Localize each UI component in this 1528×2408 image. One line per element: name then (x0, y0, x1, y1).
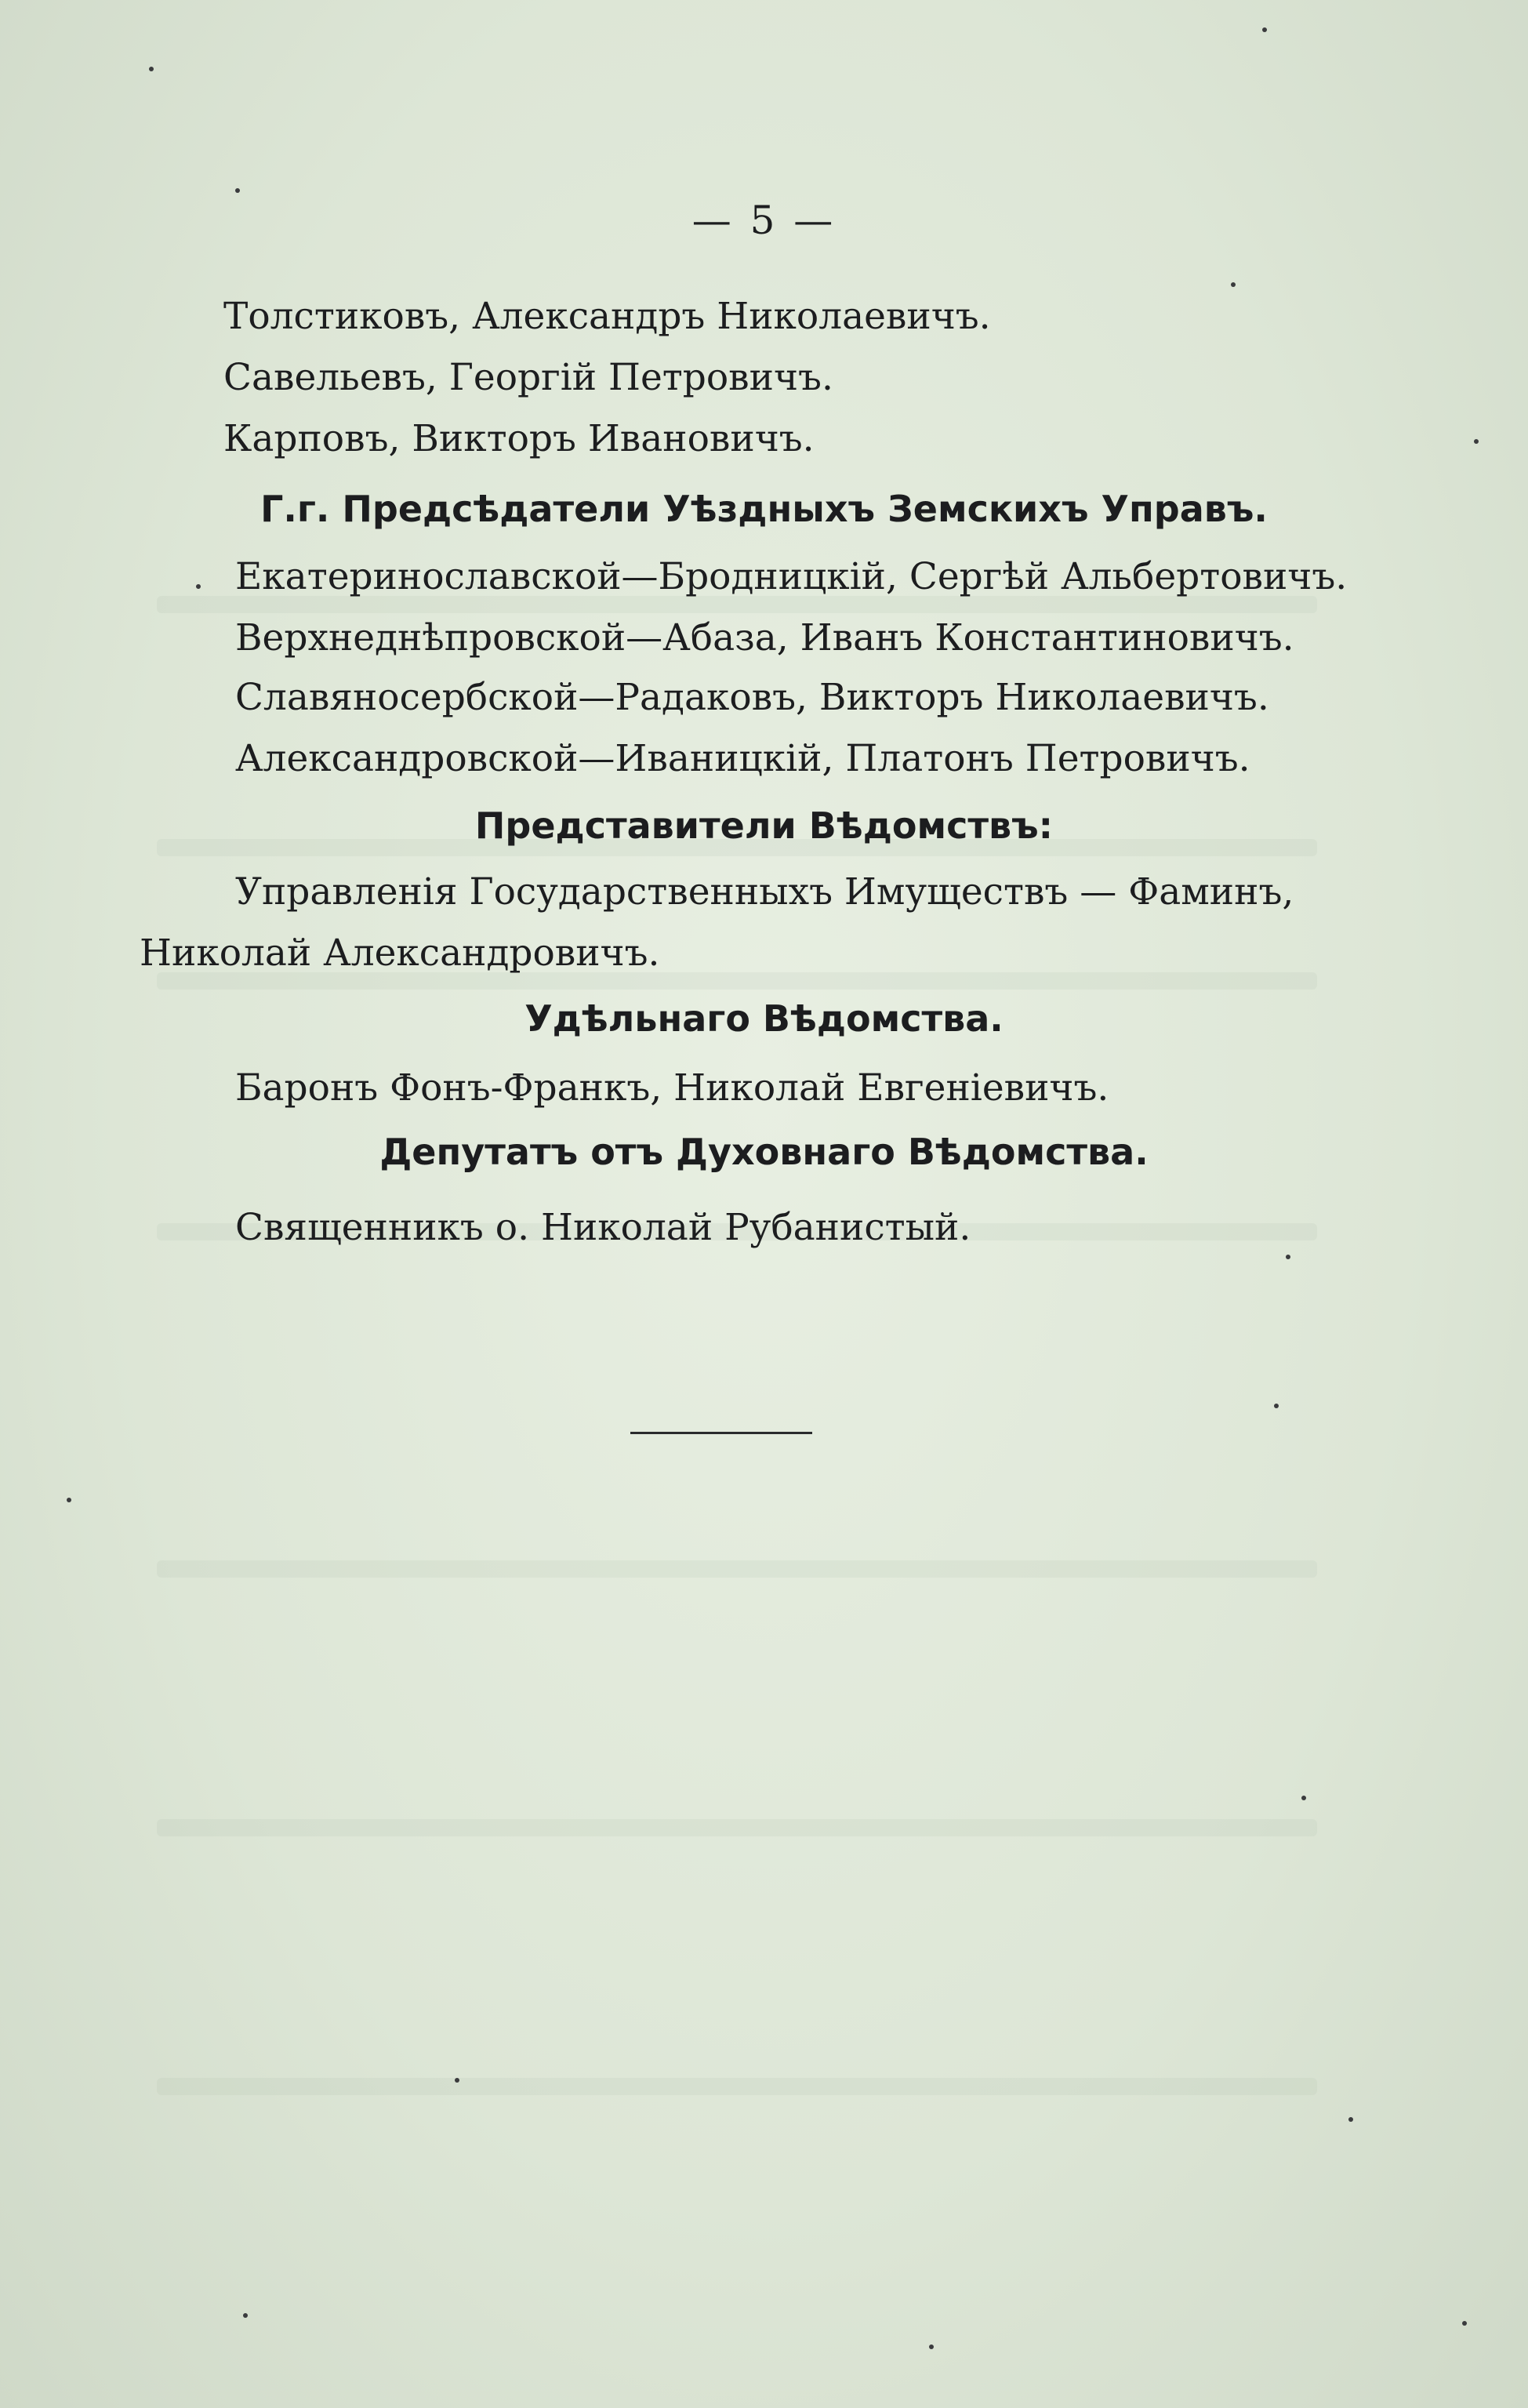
paper-speck (929, 2344, 934, 2349)
paper-speck (1286, 1255, 1290, 1259)
representative-line: Николай Александровичъ. (140, 932, 660, 975)
section-heading-udel: Удѣльнаго Вѣдомства. (524, 997, 1004, 1040)
paper-speck (1348, 2117, 1353, 2122)
chairman-line: Екатеринославской—Бродницкій, Сергѣй Альбертовичъ. (235, 555, 1348, 598)
show-through-texture (157, 596, 1317, 613)
show-through-texture (157, 972, 1317, 990)
closing-rule (630, 1432, 812, 1434)
paper-speck (67, 1498, 71, 1502)
udel-person-line: Баронъ Фонъ-Франкъ, Николай Евгеніевичъ. (235, 1066, 1109, 1110)
paper-speck (149, 67, 154, 71)
chairman-line: Александровской—Иваницкій, Платонъ Петровичъ. (235, 737, 1250, 780)
paper-speck (1274, 1404, 1279, 1408)
chairman-line: Славяносербской—Радаковъ, Викторъ Николаевичъ. (235, 676, 1269, 719)
paper-speck (1262, 27, 1267, 32)
section-heading-representatives: Представители Вѣдомствъ: (474, 804, 1054, 847)
show-through-texture (157, 1819, 1317, 1836)
paper-speck (1231, 282, 1236, 287)
member-line: Карповъ, Викторъ Ивановичъ. (223, 417, 815, 460)
paper-speck (243, 2313, 248, 2318)
deputy-person-line: Священникъ о. Николай Рубанистый. (235, 1206, 971, 1249)
paper-speck (1462, 2321, 1467, 2326)
section-heading-deputy: Депутатъ отъ Духовнаго Вѣдомства. (379, 1131, 1149, 1173)
paper-speck (455, 2078, 459, 2083)
page-number: — 5 — (691, 198, 837, 243)
section-heading-chairmen: Г.г. Предсѣдатели Уѣздныхъ Земскихъ Управъ. (260, 488, 1268, 530)
representative-line: Управленія Государственныхъ Имуществъ — Фаминъ, (235, 870, 1294, 913)
chairman-line: Верхнеднѣпровской—Абаза, Иванъ Константиновичъ. (235, 616, 1294, 659)
paper-speck (235, 188, 240, 193)
paper-speck (196, 584, 201, 589)
paper-speck (1301, 1796, 1306, 1800)
member-line: Савельевъ, Георгій Петровичъ. (223, 356, 833, 399)
show-through-texture (157, 1560, 1317, 1578)
paper-speck (1474, 439, 1479, 444)
member-line: Толстиковъ, Александръ Николаевичъ. (223, 295, 991, 338)
show-through-texture (157, 2078, 1317, 2095)
